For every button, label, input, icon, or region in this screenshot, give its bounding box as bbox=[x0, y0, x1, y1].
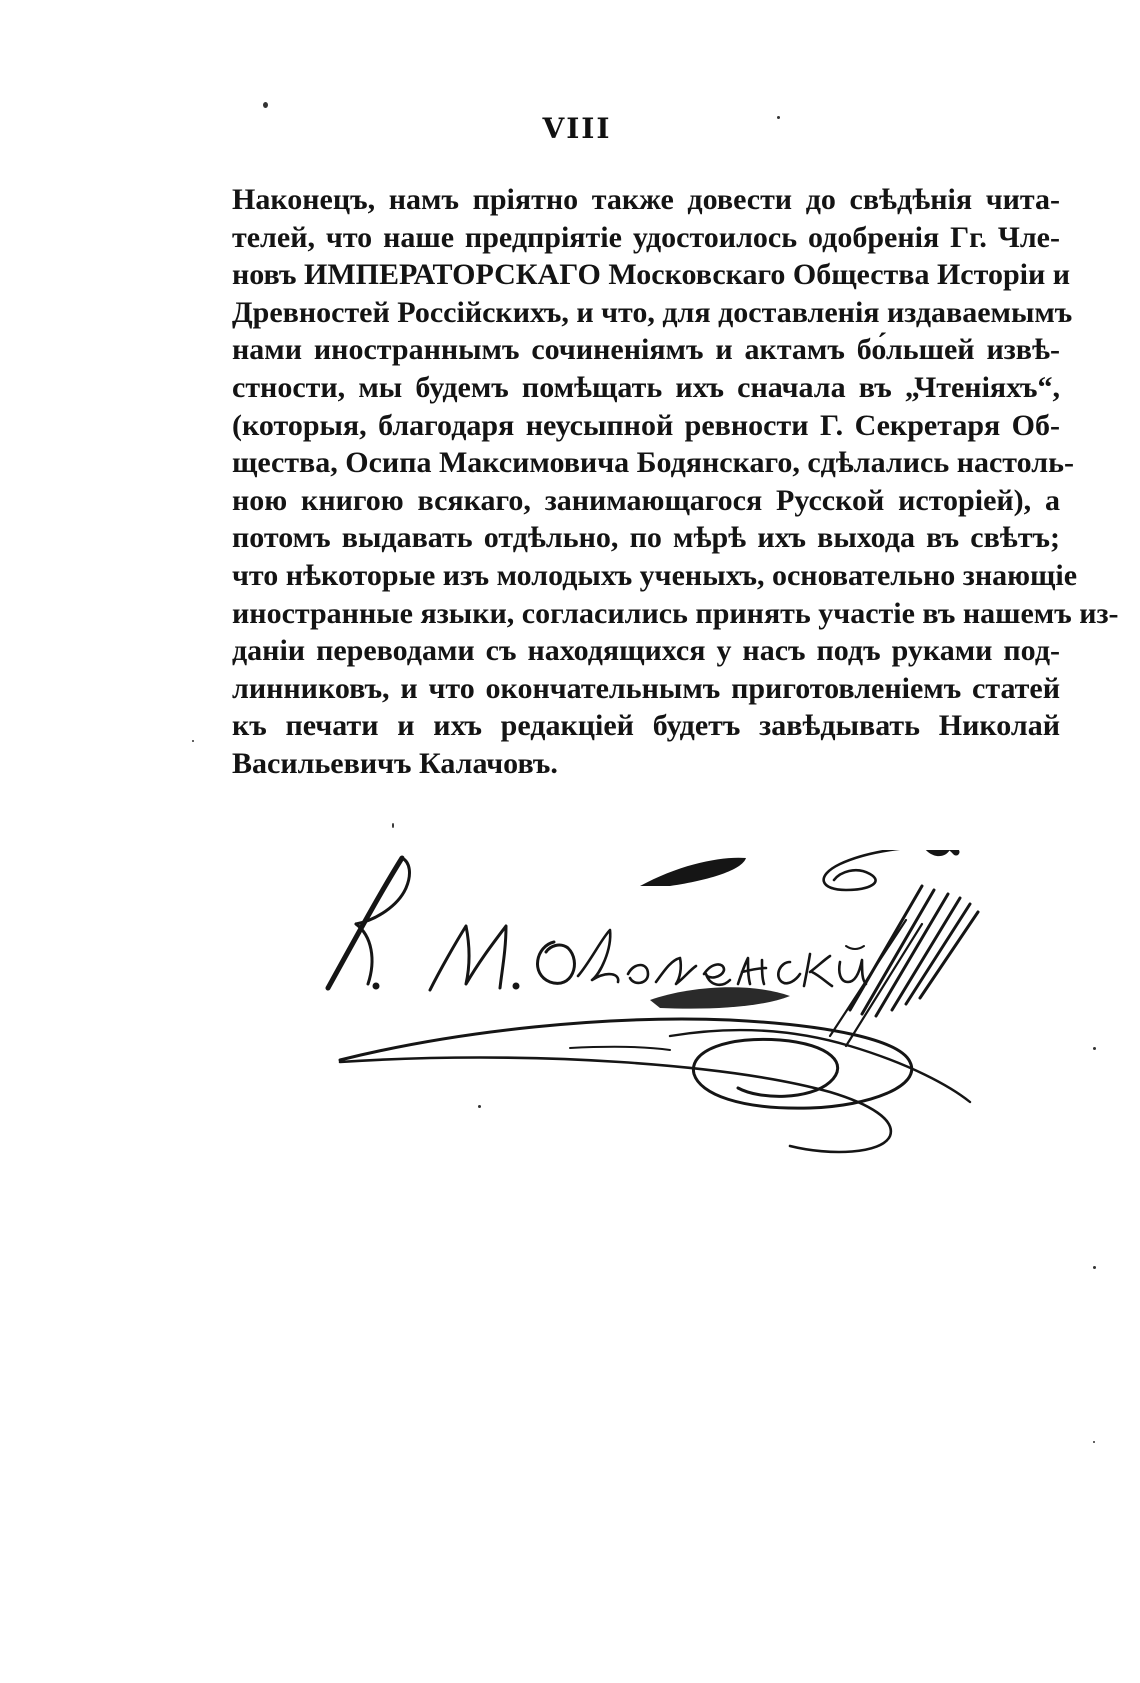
text-line: линниковъ, и что окончательнымъ приготовленіемъ статей bbox=[232, 671, 1060, 705]
page-number: VIII bbox=[542, 112, 612, 145]
text-line: что нѣкоторые изъ молодыхъ ученыхъ, основательно знающіе bbox=[232, 558, 1078, 592]
body-paragraph bbox=[232, 181, 1119, 783]
text-line: потомъ выдавать отдѣльно, по мѣрѣ ихъ выхода въ свѣтъ; bbox=[232, 521, 1060, 555]
ink-speck bbox=[478, 1105, 481, 1108]
ink-speck bbox=[192, 740, 194, 742]
ink-speck bbox=[1093, 1441, 1095, 1443]
text-line: новъ ИМПЕРАТОРСКАГО Московскаго Общества Исторіи и bbox=[232, 258, 1071, 292]
text-line: телей, что наше предпріятіе удостоилось одобренія Гг. Чле- bbox=[232, 220, 1060, 254]
text-line: стности, мы будемъ помѣщать ихъ сначала въ „Чтеніяхъ“, bbox=[232, 370, 1060, 404]
ink-speck bbox=[1093, 1266, 1096, 1269]
ink-speck bbox=[777, 116, 780, 119]
ink-speck bbox=[263, 102, 268, 108]
handwritten-signature bbox=[310, 850, 1030, 1170]
text-line: Наконецъ, намъ пріятно также довести до свѣдѣнія чита- bbox=[232, 183, 1060, 216]
text-line: нами иностраннымъ сочиненіямъ и актамъ бо́льшей извѣ- bbox=[232, 333, 1060, 367]
text-line: Древностей Россійскихъ, и что, для доставленія издаваемымъ bbox=[232, 295, 1073, 329]
text-line: даніи переводами съ находящихся у насъ подъ руками под- bbox=[232, 634, 1060, 668]
text-line: къ печати и ихъ редакціей будетъ завѣдывать Николай bbox=[232, 709, 1060, 743]
text-line: (которыя, благодаря неусыпной ревности Г. Секретаря Об- bbox=[232, 408, 1060, 442]
text-line: щества, Осипа Максимовича Бодянскаго, сдѣлались настоль- bbox=[232, 446, 1074, 480]
ink-speck bbox=[1093, 1047, 1096, 1050]
text-line: ною книгою всякаго, занимающагося Русской исторіей), а bbox=[232, 483, 1060, 517]
text-line: Васильевичъ Калачовъ. bbox=[232, 746, 558, 780]
text-line: иностранные языки, согласились принять участіе въ нашемъ из- bbox=[232, 596, 1119, 630]
ink-speck bbox=[392, 823, 394, 828]
